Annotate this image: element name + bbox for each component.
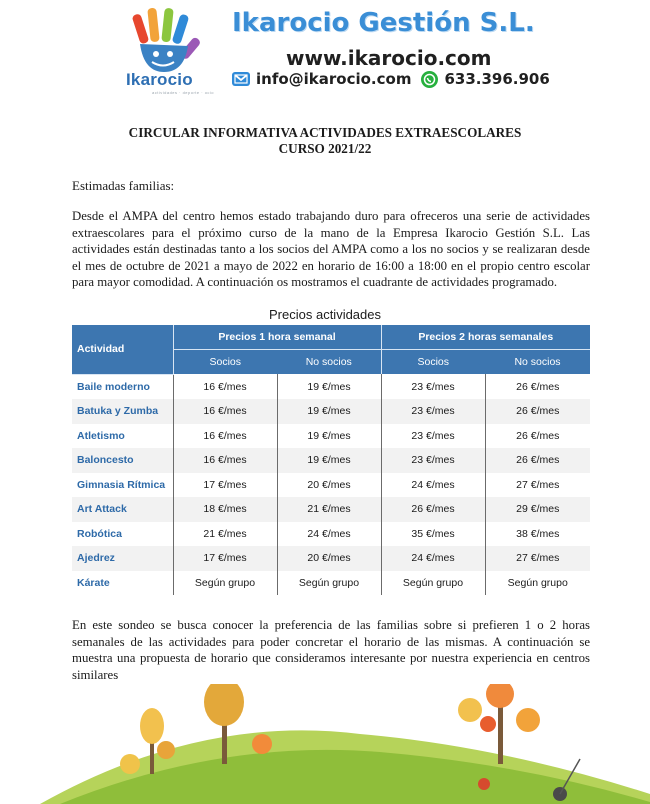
price-cell: 21 €/mes [173,522,277,547]
table-row [72,374,590,399]
landscape-illustration [0,684,650,804]
price-cell: 17 €/mes [173,546,277,571]
price-cell: 18 €/mes [173,497,277,522]
price-cell: 23 €/mes [381,448,485,473]
price-cell: 16 €/mes [173,399,277,424]
company-name: Ikarocio Gestión S.L. [232,8,535,38]
sub-socios-2h: Socios [381,350,485,375]
letterhead [0,0,650,100]
activity-name: Ajedrez [72,546,173,571]
contact-line [232,70,550,88]
price-cell: 23 €/mes [381,399,485,424]
table-row [72,546,590,571]
prices-table [72,325,590,595]
logo-wordmark: Ikarocio [126,70,193,89]
table-row [72,424,590,449]
table-row [72,571,590,596]
activity-name: Baile moderno [72,374,173,399]
sub-socios-1h: Socios [173,350,277,375]
mail-icon [232,72,250,86]
price-cell: 38 €/mes [485,522,590,547]
outro-paragraph: En este sondeo se busca conocer la preferencia de las familias sobre si prefieren 1 o 2 horas semanales de las actividades para poder concretar el horario de las mismas. A continuación se muestra una propuesta de horario que consideramos interesante por nuestra experiencia en centros similares [72,618,590,682]
table-row [72,522,590,547]
activity-name: Robótica [72,522,173,547]
price-cell: 26 €/mes [381,497,485,522]
sub-nosocios-2h: No socios [485,350,590,375]
activity-name: Atletismo [72,424,173,449]
activity-name: Kárate [72,571,173,596]
table-title: Precios actividades [269,307,381,322]
title-line-1: CIRCULAR INFORMATIVA ACTIVIDADES EXTRAESCOLARES [128,125,522,140]
title-line-2: CURSO 2021/22 [278,141,372,156]
price-cell: 20 €/mes [277,546,381,571]
table-row [72,448,590,473]
price-cell: 26 €/mes [485,424,590,449]
intro-paragraph: Desde el AMPA del centro hemos estado trabajando duro para ofreceros una serie de actividades extraescolares para el próximo curso de la mano de la Empresa Ikarocio Gestión S.L. Las actividades están destinadas tanto a los socios del AMPA como a los no socios y se realizaran desde el mes de octubre de 2021 a mayo de 2022 en horario de 16:00 a 18:00 en el propio centro escolar para mayor comodidad. A continuación os mostramos el cuadrante de actividades programado. [72,209,590,290]
price-cell: 16 €/mes [173,424,277,449]
activity-name: Gimnasia Rítmica [72,473,173,498]
price-cell: 17 €/mes [173,473,277,498]
email-link[interactable]: info@ikarocio.com [256,70,412,88]
price-cell: 21 €/mes [277,497,381,522]
price-cell: Según grupo [485,571,590,596]
price-cell: 27 €/mes [485,473,590,498]
whatsapp-icon [421,71,438,88]
table-row [72,497,590,522]
price-cell: 16 €/mes [173,374,277,399]
price-cell: 19 €/mes [277,374,381,399]
greeting: Estimadas familias: [72,178,175,193]
price-cell: 24 €/mes [381,473,485,498]
activity-name: Baloncesto [72,448,173,473]
document-title [0,125,650,157]
price-cell: Según grupo [381,571,485,596]
price-cell: 19 €/mes [277,424,381,449]
price-cell: 26 €/mes [485,448,590,473]
activity-name: Art Attack [72,497,173,522]
table-row [72,399,590,424]
group-1h-header: Precios 1 hora semanal [173,325,381,350]
phone-number[interactable]: 633.396.906 [444,70,550,88]
col-activity-header: Actividad [72,325,173,374]
price-cell: 20 €/mes [277,473,381,498]
price-cell: 26 €/mes [485,374,590,399]
price-cell: 24 €/mes [381,546,485,571]
sub-nosocios-1h: No socios [277,350,381,375]
price-cell: 29 €/mes [485,497,590,522]
price-cell: 26 €/mes [485,399,590,424]
group-2h-header: Precios 2 horas semanales [381,325,590,350]
price-cell: 19 €/mes [277,448,381,473]
price-cell: 23 €/mes [381,374,485,399]
price-cell: 16 €/mes [173,448,277,473]
price-cell: 27 €/mes [485,546,590,571]
activity-name: Batuka y Zumba [72,399,173,424]
table-header-row [72,325,590,350]
price-cell: 35 €/mes [381,522,485,547]
price-cell: Según grupo [173,571,277,596]
price-cell: 23 €/mes [381,424,485,449]
price-cell: Según grupo [277,571,381,596]
price-cell: 19 €/mes [277,399,381,424]
price-cell: 24 €/mes [277,522,381,547]
website-link[interactable]: www.ikarocio.com [286,46,492,70]
table-row [72,473,590,498]
logo-tagline: actividades · deporte · ocio [152,90,215,95]
